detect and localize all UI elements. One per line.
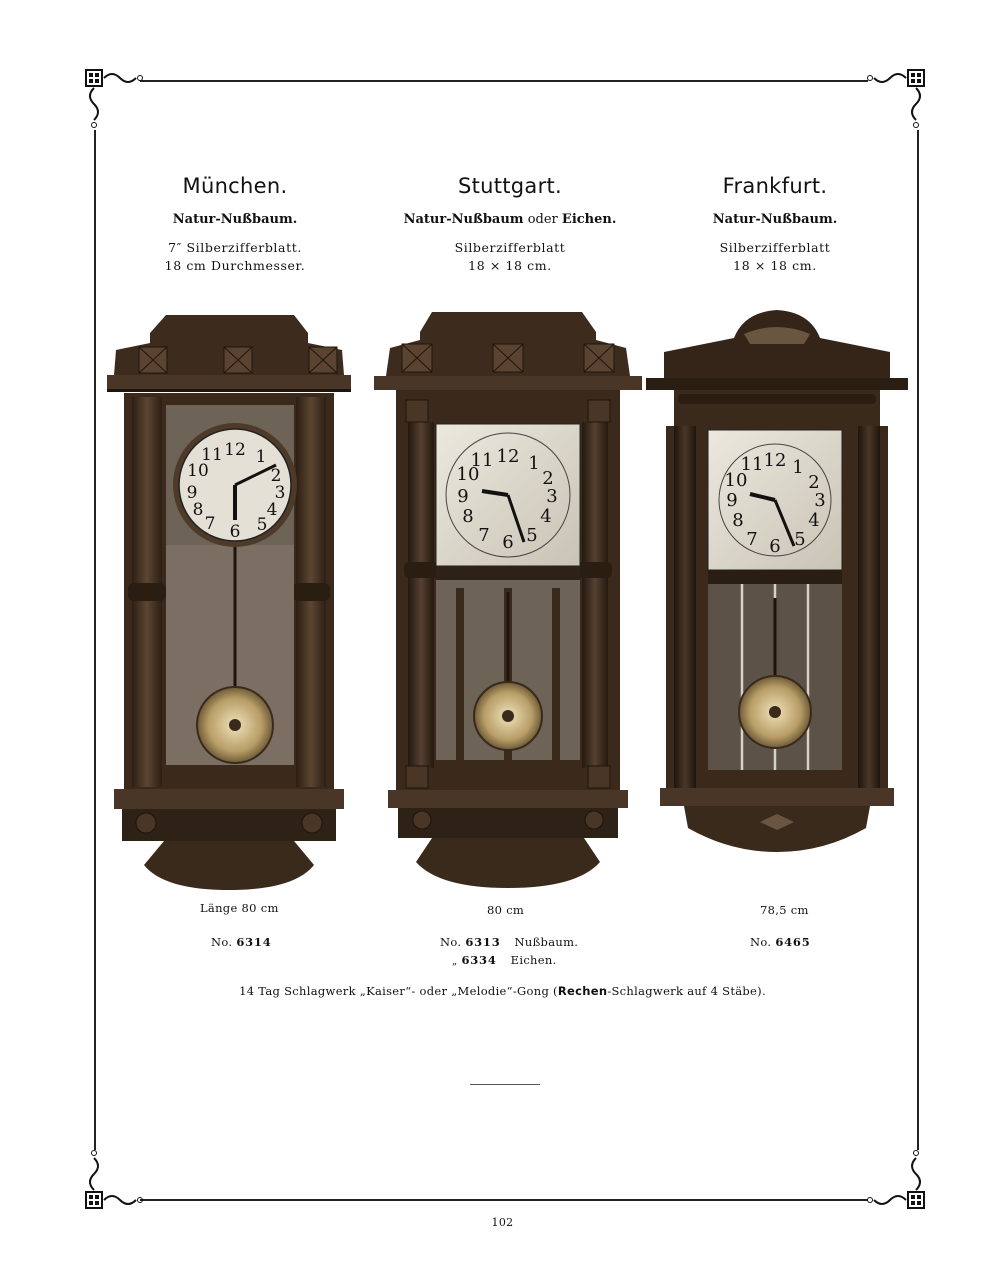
clock-wood: Natur-Nußbaum. [712,212,838,227]
svg-text:10: 10 [724,470,748,491]
clock-illustration-stuttgart [372,292,644,888]
clock-illustration-frankfurt [644,308,910,852]
model-number-frankfurt [750,935,811,949]
svg-text:9: 9 [457,486,469,507]
corner-ornament-bottom-right [862,1146,926,1212]
clock-spec-line: 18 × 18 cm. [468,258,552,273]
clock-title: München. [182,174,288,198]
svg-text:5: 5 [794,529,806,550]
model-number-prefix: No. [211,935,233,949]
svg-text:12: 12 [496,446,520,467]
clock-illustration-muenchen [104,305,354,890]
svg-text:8: 8 [732,510,744,531]
clock-title: Stuttgart. [457,174,563,198]
footnote-text-b: -Schlagwerk auf 4 Stäbe). [607,984,766,998]
svg-text:12: 12 [224,440,246,460]
corner-ornament-top-left [84,68,148,134]
clock-title: Frankfurt. [722,174,828,198]
svg-text:4: 4 [540,506,552,527]
svg-text:8: 8 [192,500,204,520]
separator-line [470,1084,540,1085]
length-caption-stuttgart: 80 cm [487,903,525,917]
svg-text:11: 11 [740,454,764,475]
clock-wood-oder: oder [523,212,562,227]
footnote-text-a: 14 Tag Schlagwerk „Kaiser“- oder „Melodie“-Gong ( [239,984,558,998]
clock-wood-b: Eichen. [561,212,617,227]
svg-text:2: 2 [270,466,282,486]
svg-text:1: 1 [255,447,267,467]
svg-text:11: 11 [470,450,494,471]
svg-text:7: 7 [746,529,758,550]
svg-text:7: 7 [204,514,216,534]
clock-spec-line: 18 × 18 cm. [733,258,817,273]
model-number-stuttgart-oak [452,953,557,967]
page-number: 102 [491,1216,514,1229]
svg-text:6: 6 [229,522,241,542]
model-number-value: 6314 [236,935,272,949]
clock-header-muenchen [130,174,340,275]
svg-text:3: 3 [274,483,286,503]
clock-spec-line: 18 cm Durchmesser. [164,258,306,273]
clock-wood-a: Natur-Nußbaum [403,212,524,227]
length-caption-frankfurt: 78,5 cm [760,903,809,917]
frame-bottom-line [140,1199,868,1201]
svg-text:9: 9 [726,490,738,511]
svg-text:6: 6 [502,532,514,553]
svg-text:11: 11 [201,445,223,465]
clock-spec-line: Silberzifferblatt [719,240,831,255]
model-number-label: Eichen. [510,953,557,967]
clock-wood [385,212,635,227]
model-number-value: 6313 [465,935,501,949]
svg-text:10: 10 [456,464,480,485]
model-number-prefix: No. [750,935,772,949]
clock-header-stuttgart [385,174,635,275]
model-number-value: 6465 [775,935,811,949]
svg-text:1: 1 [528,453,540,474]
svg-text:10: 10 [187,461,209,481]
clock-spec-line: 7″ Silberzifferblatt. [168,240,302,255]
clock-wood: Natur-Nußbaum. [172,212,298,227]
footnote [0,984,1005,998]
svg-text:2: 2 [808,472,820,493]
svg-text:6: 6 [769,536,781,557]
clock-spec-line: Silberzifferblatt [454,240,566,255]
clock-header-frankfurt [670,174,880,275]
model-number-muenchen [211,935,272,949]
frame-top-line [140,80,868,82]
svg-text:5: 5 [256,515,268,535]
model-number-value: 6334 [461,953,497,967]
model-number-stuttgart [440,935,578,949]
svg-text:4: 4 [808,510,820,531]
corner-ornament-bottom-left [84,1146,148,1212]
length-caption-muenchen: Länge 80 cm [200,901,279,915]
svg-text:5: 5 [526,525,538,546]
svg-text:4: 4 [266,500,278,520]
footnote-text-bold: Rechen [557,984,608,998]
svg-text:12: 12 [763,450,787,471]
svg-text:2: 2 [542,468,554,489]
model-number-ditto: „ [452,956,458,967]
corner-ornament-top-right [862,68,926,134]
svg-text:7: 7 [478,525,490,546]
svg-text:3: 3 [814,490,826,511]
svg-text:9: 9 [186,483,198,503]
model-number-prefix: No. [440,935,462,949]
svg-text:8: 8 [462,506,474,527]
svg-text:3: 3 [546,486,558,507]
svg-text:1: 1 [792,457,804,478]
model-number-label: Nußbaum. [514,935,579,949]
